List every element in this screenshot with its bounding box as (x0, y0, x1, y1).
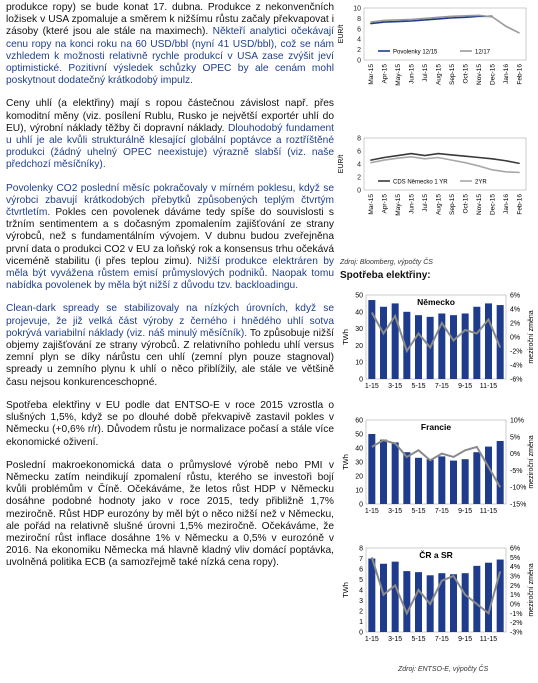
data-point (424, 18, 425, 19)
y-tick-label: 2 (357, 47, 361, 55)
bar (462, 459, 469, 504)
y2-tick-label: -10% (510, 484, 527, 492)
y-axis-label: TWh (341, 329, 350, 345)
data-point (505, 160, 506, 161)
y-tick-label: 10 (353, 5, 361, 13)
x-tick-label: 5-15 (411, 508, 426, 515)
x-tick-label: 9-15 (458, 383, 473, 390)
charts-column (336, 0, 538, 683)
bar (485, 303, 492, 379)
x-tick-label: Jan-16 (502, 64, 510, 84)
y2-tick-label: 2% (510, 582, 521, 590)
y-tick-label: 8 (357, 15, 361, 23)
paragraph-co2 (6, 183, 334, 293)
data-point (384, 20, 385, 21)
data-point (505, 26, 506, 27)
data-point (397, 155, 398, 156)
data-point (478, 157, 479, 158)
bar (497, 441, 504, 504)
section-title-consumption: Spotřeba elektřiny: (340, 270, 431, 281)
bar (450, 574, 457, 632)
bar (403, 571, 410, 632)
chart-consumption-germany (336, 285, 538, 405)
x-tick-label: 9-15 (458, 636, 473, 643)
bar (497, 560, 504, 632)
x-tick-label: Jul-15 (421, 194, 429, 212)
paragraph-oil-b: Někteří analytici očekávají cenu ropy na konci roku na 60 USD/bbl (nyní 41 USD/bbl), což se nám vzhledem k možnosti relativně rychle produkcí v USA zase zvýšit jeví optimistické. Pozitivní výsledek schůzky OPEC by ale cenám mohl poskytnout dodatečný krátkodobý impulz. (6, 26, 334, 87)
x-tick-label: Nov-15 (475, 64, 483, 85)
chart-consumption-cz-sk (336, 538, 538, 658)
paragraph-co2-c: Nižší produkce elektráren by měla být vyvážena růstem emisí průmyslových podniků. Naopak tomu nabídka povolenek by měla být nižší z důvodu tzv. backloadingu. (6, 255, 334, 292)
legend-label: CDS Německo 1 YR (393, 179, 448, 186)
y2-tick-label: -6% (510, 376, 523, 384)
bar (462, 573, 469, 632)
y-tick-label: 2 (359, 608, 363, 616)
y2-tick-label: 0% (510, 334, 521, 342)
y-tick-label: 4 (359, 587, 363, 595)
y2-tick-label: 0% (510, 601, 521, 609)
data-point (384, 21, 385, 22)
bar (485, 563, 492, 632)
x-tick-label: Nov-15 (475, 194, 483, 215)
data-point (370, 160, 371, 161)
y-tick-label: 5 (359, 577, 363, 584)
data-point (465, 162, 466, 163)
y-tick-label: 30 (355, 459, 363, 467)
bar (368, 559, 375, 633)
y-tick-label: 0 (359, 376, 363, 384)
paragraph-co2-a: Povolenky CO2 poslední měsíc pokračovaly v mírném poklesu, když se výrobci zbavují krátkodobých přebytků způsobených teplým čtvrtým čtvrtletím. (6, 182, 334, 219)
data-point (451, 16, 452, 17)
x-tick-label: Jul-15 (421, 64, 429, 82)
bar (380, 440, 387, 504)
bar (473, 452, 480, 504)
y-tick-label: 0 (357, 57, 361, 65)
bar (380, 564, 387, 632)
article-text (6, 2, 334, 581)
y-axis-label: EUR/t (338, 24, 345, 44)
data-point (438, 157, 439, 158)
y2-tick-label: -2% (510, 620, 523, 628)
y2-tick-label: 2% (510, 320, 521, 328)
x-tick-label: 3-15 (388, 636, 403, 643)
x-tick-label: Aug-15 (435, 194, 443, 215)
data-point (370, 21, 371, 22)
data-point (465, 17, 466, 18)
y-tick-label: 10 (355, 359, 363, 367)
y2-tick-label: 0% (510, 451, 521, 459)
y-tick-label: 8 (357, 135, 361, 143)
bar (380, 307, 387, 379)
y-tick-label: 0 (359, 501, 363, 509)
x-tick-label: Dec-15 (489, 194, 497, 215)
y2-axis-label: meziroční změna (528, 563, 535, 617)
data-point (411, 156, 412, 157)
bar (462, 313, 469, 379)
y-tick-label: 2 (357, 174, 361, 182)
y2-tick-label: 6% (510, 292, 521, 300)
legend-label: 2YR (475, 179, 487, 186)
data-point (424, 19, 425, 20)
x-tick-label: May-15 (394, 194, 402, 216)
data-point (411, 20, 412, 21)
paragraph-oil-a: produkce ropy) se bude konat 17. dubna. Produkce z nekonvenčních ložisek v USA zpomaluje a směrem k nižšímu růstu začaly překvapovat i zásoby (které jsou ale stále na maximech). (6, 2, 334, 38)
y-tick-label: 4 (357, 161, 361, 169)
y2-tick-label: 5% (510, 554, 521, 562)
legend-label: Povolenky 12/15 (393, 49, 438, 56)
y-tick-label: 50 (355, 431, 363, 439)
y-tick-label: 40 (355, 445, 363, 453)
bar (415, 458, 422, 504)
paragraph-oil (6, 2, 334, 87)
chart-title: ČR a SR (419, 550, 453, 560)
y2-tick-label: 3% (510, 573, 521, 581)
paragraph-coal-a: Ceny uhlí (a elektřiny) mají s ropou částečnou závislost např. přes komoditní měny (viz. posílení Rublu, Rusko je největší exportér uhlí do EU), výrobní náklady těžby či dopravní náklady. (6, 98, 334, 134)
chart-consumption-france (336, 410, 538, 530)
data-point (411, 19, 412, 20)
data-point (451, 160, 452, 161)
y-axis-label: EUR/t (338, 154, 345, 174)
y2-tick-label: -1% (510, 610, 523, 618)
data-point (411, 153, 412, 154)
y2-tick-label: -5% (510, 467, 523, 475)
x-tick-label: Apr-15 (381, 64, 389, 84)
x-tick-label: Jan-16 (502, 194, 510, 214)
y2-tick-label: -3% (510, 629, 523, 637)
data-point (370, 23, 371, 24)
y-tick-label: 10 (355, 487, 363, 495)
x-tick-label: 1-15 (364, 508, 379, 515)
y-tick-label: 6 (357, 26, 361, 34)
data-point (519, 163, 520, 164)
x-tick-label: 7-15 (434, 508, 449, 515)
bar (473, 307, 480, 379)
data-point (424, 155, 425, 156)
source-bloomberg: Zdroj: Bloomberg, výpočty ČS (340, 259, 433, 266)
x-tick-label: Sep-15 (448, 64, 456, 85)
y2-tick-label: -15% (510, 501, 527, 509)
x-tick-label: 11-15 (479, 636, 498, 643)
chart-clean-dark-spread (336, 130, 538, 255)
paragraph-coal-b: Dlouhodobý fundament u uhlí je ale kvůli strukturálně klesající globální poptávce a roztříštěné produkci (žádný uhelný OPEC neexistuje) výrazně slabší (viz. naše předchozí měsíčníky). (6, 122, 334, 171)
paragraph-coal (6, 98, 334, 171)
x-tick-label: 11-15 (479, 508, 498, 515)
change-line (372, 440, 500, 487)
data-point (397, 19, 398, 20)
bar (403, 452, 410, 504)
paragraph-co2-b: Pokles cen povolenek dáváme tedy spíše do souvislosti s tržním sentimentem a s dočasným zpomalením zajišťování ze strany výrobců, než s fundamentálním vývojem. V dubnu budou zveřejněna první data o produkci CO2 v EU za loňský rok a konsensus trhu očekává viceméně stabilitu (i přes teplou zimu). (6, 207, 334, 267)
change-line (372, 313, 500, 352)
chart-title: Německo (417, 297, 455, 307)
x-tick-label: Mar-15 (367, 64, 375, 85)
x-tick-label: Aug-15 (435, 64, 443, 85)
y-tick-label: 1 (359, 619, 363, 626)
data-point (438, 153, 439, 154)
x-tick-label: 5-15 (411, 636, 426, 643)
paragraph-spreads-a: Clean-dark spready se stabilizovaly na nízkých úrovních, když se projevuje, že již velká část výroby z černého i hnědého uhlí sotva pokrývá variabilní náklady (viz. náš minulý měsíčník). (6, 303, 334, 339)
y2-tick-label: -4% (510, 362, 523, 370)
x-tick-label: Sep-15 (448, 194, 456, 215)
y-tick-label: 3 (359, 598, 363, 605)
data-point (478, 165, 479, 166)
x-tick-label: 11-15 (479, 383, 498, 390)
y-tick-label: 40 (355, 309, 363, 317)
y-tick-label: 4 (357, 36, 361, 44)
bar (450, 315, 457, 379)
x-tick-label: 7-15 (434, 383, 449, 390)
y-tick-label: 6 (359, 566, 363, 574)
data-point (424, 158, 425, 159)
y2-tick-label: -2% (510, 348, 523, 356)
bar (485, 447, 492, 504)
y-tick-label: 20 (355, 342, 363, 350)
data-point (370, 162, 371, 163)
data-point (451, 17, 452, 18)
x-tick-label: 1-15 (364, 383, 379, 390)
data-point (438, 18, 439, 19)
y2-tick-label: 5% (510, 434, 521, 442)
x-tick-label: Jun-15 (408, 194, 416, 214)
source-entsoe: Zdroj: ENTSO-E, výpočty ČS (398, 666, 489, 673)
x-tick-label: May-15 (394, 64, 402, 86)
data-point (519, 32, 520, 33)
bar (438, 456, 445, 504)
paragraph-spreads (6, 303, 334, 388)
chart-co2-allowances (336, 0, 538, 125)
paragraph-macro: Poslední makroekonomická data o průmyslové výrobě nebo PMI v Německu zatím neindikují zpomalení růstu, kterého se investoři bojí kvůli problémům v Číně. Očekáváme, že letos růst HDP v Německu dosáhne podobné hodnoty jako v roce 2015, tedy přibližně 1,7% meziročně. Růst HDP eurozóny by měl být o něco nižší než v Německu, ale pořád na relativně slušné úrovni 1,5% meziročně. Očekáváme, že meziroční růst inflace dosáhne 1% v Německu a 0,5% v eurozóně v 2016. Na ekonomiku Německa má hlavně kladný vliv domácí poptávka, uvolněná politika ECB (a samozřejmě také nízká cena ropy). (6, 459, 334, 569)
bar (473, 566, 480, 632)
y-tick-label: 50 (355, 292, 363, 300)
y2-tick-label: 1% (510, 592, 521, 600)
data-point (465, 156, 466, 157)
y-tick-label: 8 (359, 545, 363, 553)
data-point (492, 158, 493, 159)
change-line (372, 557, 500, 613)
legend-label: 12/17 (475, 49, 491, 56)
bar (392, 442, 399, 504)
x-tick-label: Apr-15 (381, 194, 389, 214)
y-tick-label: 6 (357, 148, 361, 156)
x-tick-label: Feb-16 (516, 64, 524, 85)
data-point (397, 158, 398, 159)
chart-title: Francie (420, 422, 452, 432)
bar (392, 562, 399, 632)
data-point (438, 17, 439, 18)
y-tick-label: 60 (355, 417, 363, 425)
x-tick-label: 3-15 (388, 383, 403, 390)
data-point (384, 157, 385, 158)
data-point (492, 16, 493, 17)
bar (415, 572, 422, 632)
x-tick-label: Jun-15 (408, 64, 416, 84)
y-tick-label: 20 (355, 473, 363, 481)
x-tick-label: 1-15 (364, 636, 379, 643)
x-tick-label: Oct-15 (462, 194, 470, 214)
data-point (505, 171, 506, 172)
data-point (465, 15, 466, 16)
y2-tick-label: 10% (510, 417, 525, 425)
bar (368, 300, 375, 379)
paragraph-consumption: Spotřeba elektřiny v EU podle dat ENTSO-E v roce 2015 vzrostla o slušných 1,5%, když se po dlouhé době překvapivě zastavil pokles v Německu (+0,6% r/r). Důvodem růstu je normalizace počasí a stále více ekonomické oživení. (6, 399, 334, 448)
y2-axis-label: meziroční změna (528, 435, 535, 489)
x-tick-label: 3-15 (388, 508, 403, 515)
y2-tick-label: 6% (510, 545, 521, 553)
y-tick-label: 0 (359, 629, 363, 637)
data-point (451, 154, 452, 155)
y-axis-label: TWh (341, 582, 350, 598)
data-point (519, 172, 520, 173)
bar (415, 315, 422, 379)
bar (450, 461, 457, 504)
x-tick-label: Dec-15 (489, 64, 497, 85)
y-tick-label: 0 (357, 187, 361, 195)
x-tick-label: 9-15 (458, 508, 473, 515)
data-point (384, 160, 385, 161)
data-point (397, 21, 398, 22)
x-tick-label: 7-15 (434, 636, 449, 643)
x-tick-label: Mar-15 (367, 194, 375, 215)
y2-tick-label: 4% (510, 564, 521, 572)
data-point (478, 15, 479, 16)
x-tick-label: 5-15 (411, 383, 426, 390)
bar (427, 459, 434, 504)
x-tick-label: Feb-16 (516, 194, 524, 215)
paragraph-spreads-b: To způsobuje nižší objemy zajišťování ze strany výrobců. Z relativního pohledu uhlí versus zemní plyn se díky nárůstu cen uhlí (zemní plyn pouze stagnoval) spready u zemního plynu k uhlí o něco přiblížily, ale stále ve většině času nejsou konkurenceschopné. (6, 327, 334, 388)
y-axis-label: TWh (341, 454, 350, 470)
y-tick-label: 30 (355, 326, 363, 334)
y2-tick-label: 4% (510, 306, 521, 314)
data-point (492, 169, 493, 170)
y-tick-label: 7 (359, 556, 363, 563)
x-tick-label: Oct-15 (462, 64, 470, 84)
y2-axis-label: meziroční změna (528, 310, 535, 364)
plot-frame (364, 8, 526, 60)
